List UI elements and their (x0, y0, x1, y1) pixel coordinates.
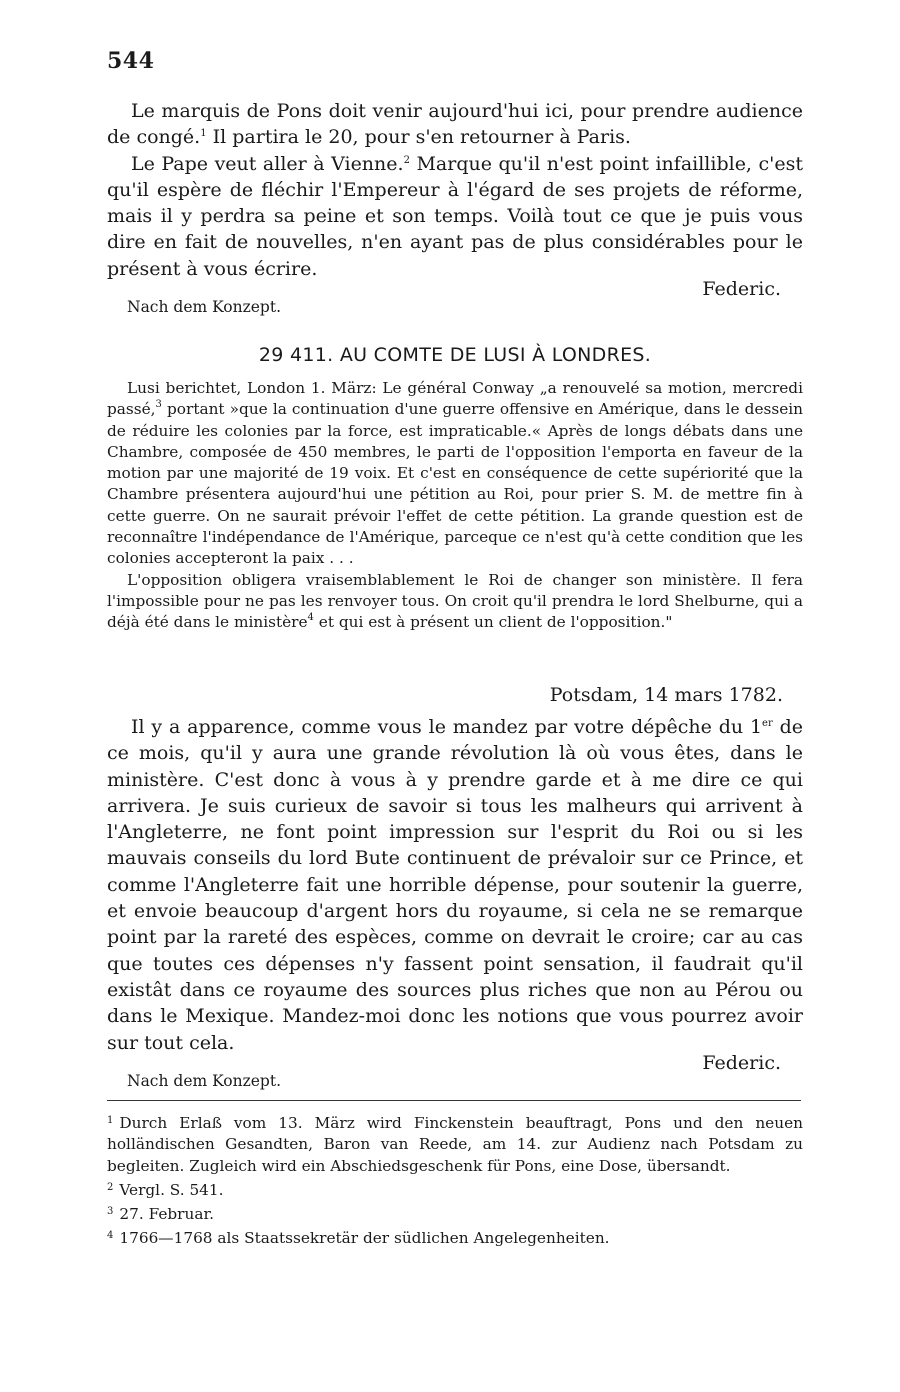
footnote-divider (107, 1100, 801, 1101)
footnote-ref-4[interactable]: 4 (307, 612, 314, 624)
letter-1-source-note: Nach dem Konzept. (127, 298, 282, 316)
footnote-4: $^4$ 1766—1768 als Staatssekretär der südlichen Angelegenheiten. (107, 1229, 610, 1248)
letter-1-paragraph-2: Le Pape veut aller à Vienne.$^2$ Marque qu'il n'est point infaillible, c'est qu'il espère de fléchir l'Empereur à l'égard de ses projets de réforme, mais il y perdra sa peine et son temps. Voilà tout ce que je puis vous dire en fait de nouvelles, n'en ayant pas de plus considérables pour le présent à vous écrire. (107, 152, 803, 280)
footnote-3: $^3$ 27. Februar. (107, 1205, 214, 1224)
superscript-er: er (762, 718, 773, 729)
footnote-ref-2[interactable]: 2 (403, 154, 410, 166)
letter-2-heading: 29 411. AU COMTE DE LUSI À LONDRES. (258, 344, 652, 366)
letter-1-signature: Federic. (702, 278, 781, 301)
letter-1-paragraph-1: Le marquis de Pons doit venir aujourd'hui ici, pour prendre audience de congé.$^1$ Il partira le 20, pour s'en retourner à Paris. (107, 100, 803, 149)
letter-2-summary (107, 378, 803, 634)
letter-2-source-note: Nach dem Konzept. (127, 1072, 282, 1090)
letter-2-dateline: Potsdam, 14 mars 1782. (549, 684, 783, 706)
summary-paragraph-2: L'opposition obligera vraisemblablement le Roi de changer son ministère. Il fera l'impossible pour ne pas les renvoyer tous. On croit qu'il prendra le lord Shelburne, qui a déjà été dans le ministère$^4$ et qui est à présent un client de l'opposition." (107, 570, 803, 632)
footnote-ref-1[interactable]: 1 (200, 128, 207, 140)
letter-2-signature: Federic. (702, 1051, 781, 1074)
footnote-ref-3[interactable]: 3 (155, 399, 162, 411)
summary-paragraph-1: Lusi berichtet, London 1. März: Le général Conway „a renouvelé sa motion, mercredi passé,$^3$ portant »que la continuation d'une guerre offensive en Amérique, dans le dessein de réduire les colonies par la force, est impraticable.« Après de longs débats dans une Chambre, composée de 450 membres, le parti de l'opposition l'emporta en faveur de la motion par une majorité de 19 voix. Et c'est en conséquence de cette supériorité que la Chambre présentera aujourd'hui une pétition au Roi, pour prier S. M. de mettre fin à cette guerre. On ne saurait prévoir l'effet de cette pétition. La grande question est de reconnaître l'indépendance de l'Amérique, parceque ce n'est qu'à cette condition que les colonies accepteront la paix . . . (107, 379, 803, 568)
letter-2-paragraph: Il y a apparence, comme vous le mandez par votre dépêche du 1er de ce mois, qu'il y aura une grande révolution là où vous êtes, dans le ministère. C'est donc à vous à y prendre garde et à me dire ce qui arrivera. Je suis curieux de savoir si tous les malheurs qui arrivent à l'Angleterre, ne font point impression sur l'esprit du Roi ou si les mauvais conseils du lord Bute continuent de prévaloir sur ce Prince, et comme l'Angleterre fait une horrible dépense, pour soutenir la guerre, et envoie beaucoup d'argent hors du royaume, si cela ne se remarque point par la rareté des espèces, comme on devrait le croire; car au cas que toutes ces dépenses n'y fassent point sensation, il faudrait qu'il existât dans ce royaume des sources plus riches que non au Pérou ou dans le Mexique. Mandez-moi donc les notions que vous pourrez avoir sur tout cela. (107, 716, 803, 1054)
footnote-1: $^1$ Durch Erlaß vom 13. März wird Finckenstein beauftragt, Pons und den neuen holländischen Gesandten, Baron van Reede, am 14. zur Audienz nach Potsdam zu begleiten. Zugleich wird ein Abschiedsgeschenk für Pons, eine Dose, übersandt. (107, 1114, 803, 1175)
footnote-2: $^2$ Vergl. S. 541. (107, 1180, 224, 1199)
letter-2-body (107, 714, 803, 1076)
footnotes (107, 1110, 803, 1250)
page-number: 544 (107, 48, 155, 74)
letter-1-body (107, 98, 803, 302)
